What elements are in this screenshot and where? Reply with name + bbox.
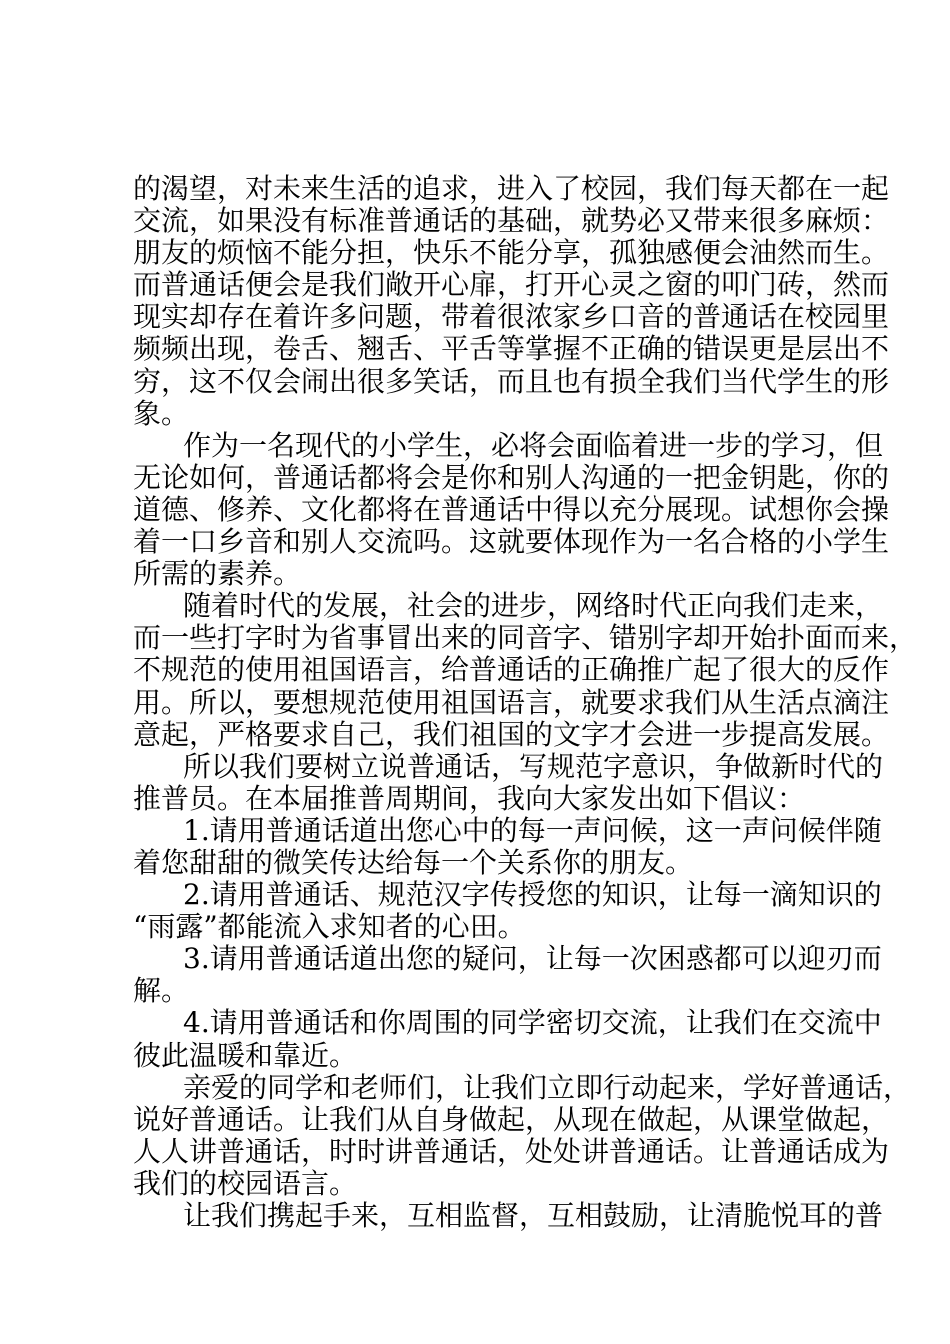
- text-line: 推普员。在本届推普周期间，我向大家发出如下倡议：: [133, 781, 806, 815]
- text-line: 的渴望，对未来生活的追求，进入了校园，我们每天都在一起: [133, 172, 890, 205]
- text-line: 用。所以，要想规范使用祖国语言，就要求我们从生活点滴注: [133, 685, 890, 719]
- text-line: 频频出现，卷舌、翘舌、平舌等掌握不正确的错误更是层出不: [133, 332, 890, 366]
- list-item-2: 2.请用普通话、规范汉字传授您的知识，让每一滴知识的: [183, 878, 882, 912]
- text-line: 彼此温暖和靠近。: [133, 1038, 358, 1072]
- text-line: 而一些打字时为省事冒出来的同音字、错别字却开始扑面而来，: [133, 621, 918, 655]
- text-line: 着您甜甜的微笑传达给每一个关系你的朋友。: [133, 845, 694, 879]
- paragraph-first-line: 作为一名现代的小学生，必将会面临着进一步的学习，但: [183, 428, 884, 462]
- text-line: 着一口乡音和别人交流吗。这就要体现作为一名合格的小学生: [133, 525, 890, 559]
- text-line: 解。: [133, 974, 190, 1008]
- document-body: [133, 172, 918, 1232]
- text-line: 无论如何，普通话都将会是你和别人沟通的一把金钥匙，你的: [133, 460, 890, 494]
- paragraph-first-line: 让我们携起手来，互相监督，互相鼓励，让清脆悦耳的普: [183, 1199, 884, 1232]
- text-line: 我们的校园语言。: [133, 1166, 358, 1200]
- paragraph-first-line: 所以我们要树立说普通话，写规范字意识，争做新时代的: [183, 749, 884, 783]
- text-line: 所需的素养。: [133, 557, 302, 591]
- text-line: 现实却存在着许多问题，带着很浓家乡口音的普通话在校园里: [133, 300, 890, 334]
- text-line: “雨露”都能流入求知者的心田。: [133, 910, 526, 944]
- list-item-3: 3.请用普通话道出您的疑问，让每一次困惑都可以迎刃而: [183, 942, 882, 976]
- text-line: 象。: [133, 396, 190, 430]
- text-line: 道德、修养、文化都将在普通话中得以充分展现。试想你会操: [133, 492, 890, 526]
- text-line: 朋友的烦恼不能分担，快乐不能分享，孤独感便会油然而生。: [133, 236, 890, 270]
- text-line: 交流，如果没有标准普通话的基础，就势必又带来很多麻烦：: [133, 204, 890, 238]
- text-line: 说好普通话。让我们从自身做起，从现在做起，从课堂做起，: [133, 1102, 890, 1136]
- text-line: 人人讲普通话，时时讲普通话，处处讲普通话。让普通话成为: [133, 1134, 890, 1168]
- paragraph-first-line: 随着时代的发展，社会的进步，网络时代正向我们走来，: [183, 589, 884, 623]
- text-line: 意起，严格要求自己，我们祖国的文字才会进一步提高发展。: [133, 717, 890, 751]
- list-item-1: 1.请用普通话道出您心中的每一声问候，这一声问候伴随: [183, 813, 882, 847]
- text-line: 而普通话便会是我们敞开心扉，打开心灵之窗的叩门砖，然而: [133, 268, 890, 302]
- text-line: 不规范的使用祖国语言，给普通话的正确推广起了很大的反作: [133, 653, 890, 687]
- list-item-4: 4.请用普通话和你周围的同学密切交流，让我们在交流中: [183, 1006, 882, 1040]
- paragraph-first-line: 亲爱的同学和老师们，让我们立即行动起来，学好普通话，: [183, 1070, 912, 1104]
- text-line: 穷，这不仅会闹出很多笑话，而且也有损全我们当代学生的形: [133, 364, 890, 398]
